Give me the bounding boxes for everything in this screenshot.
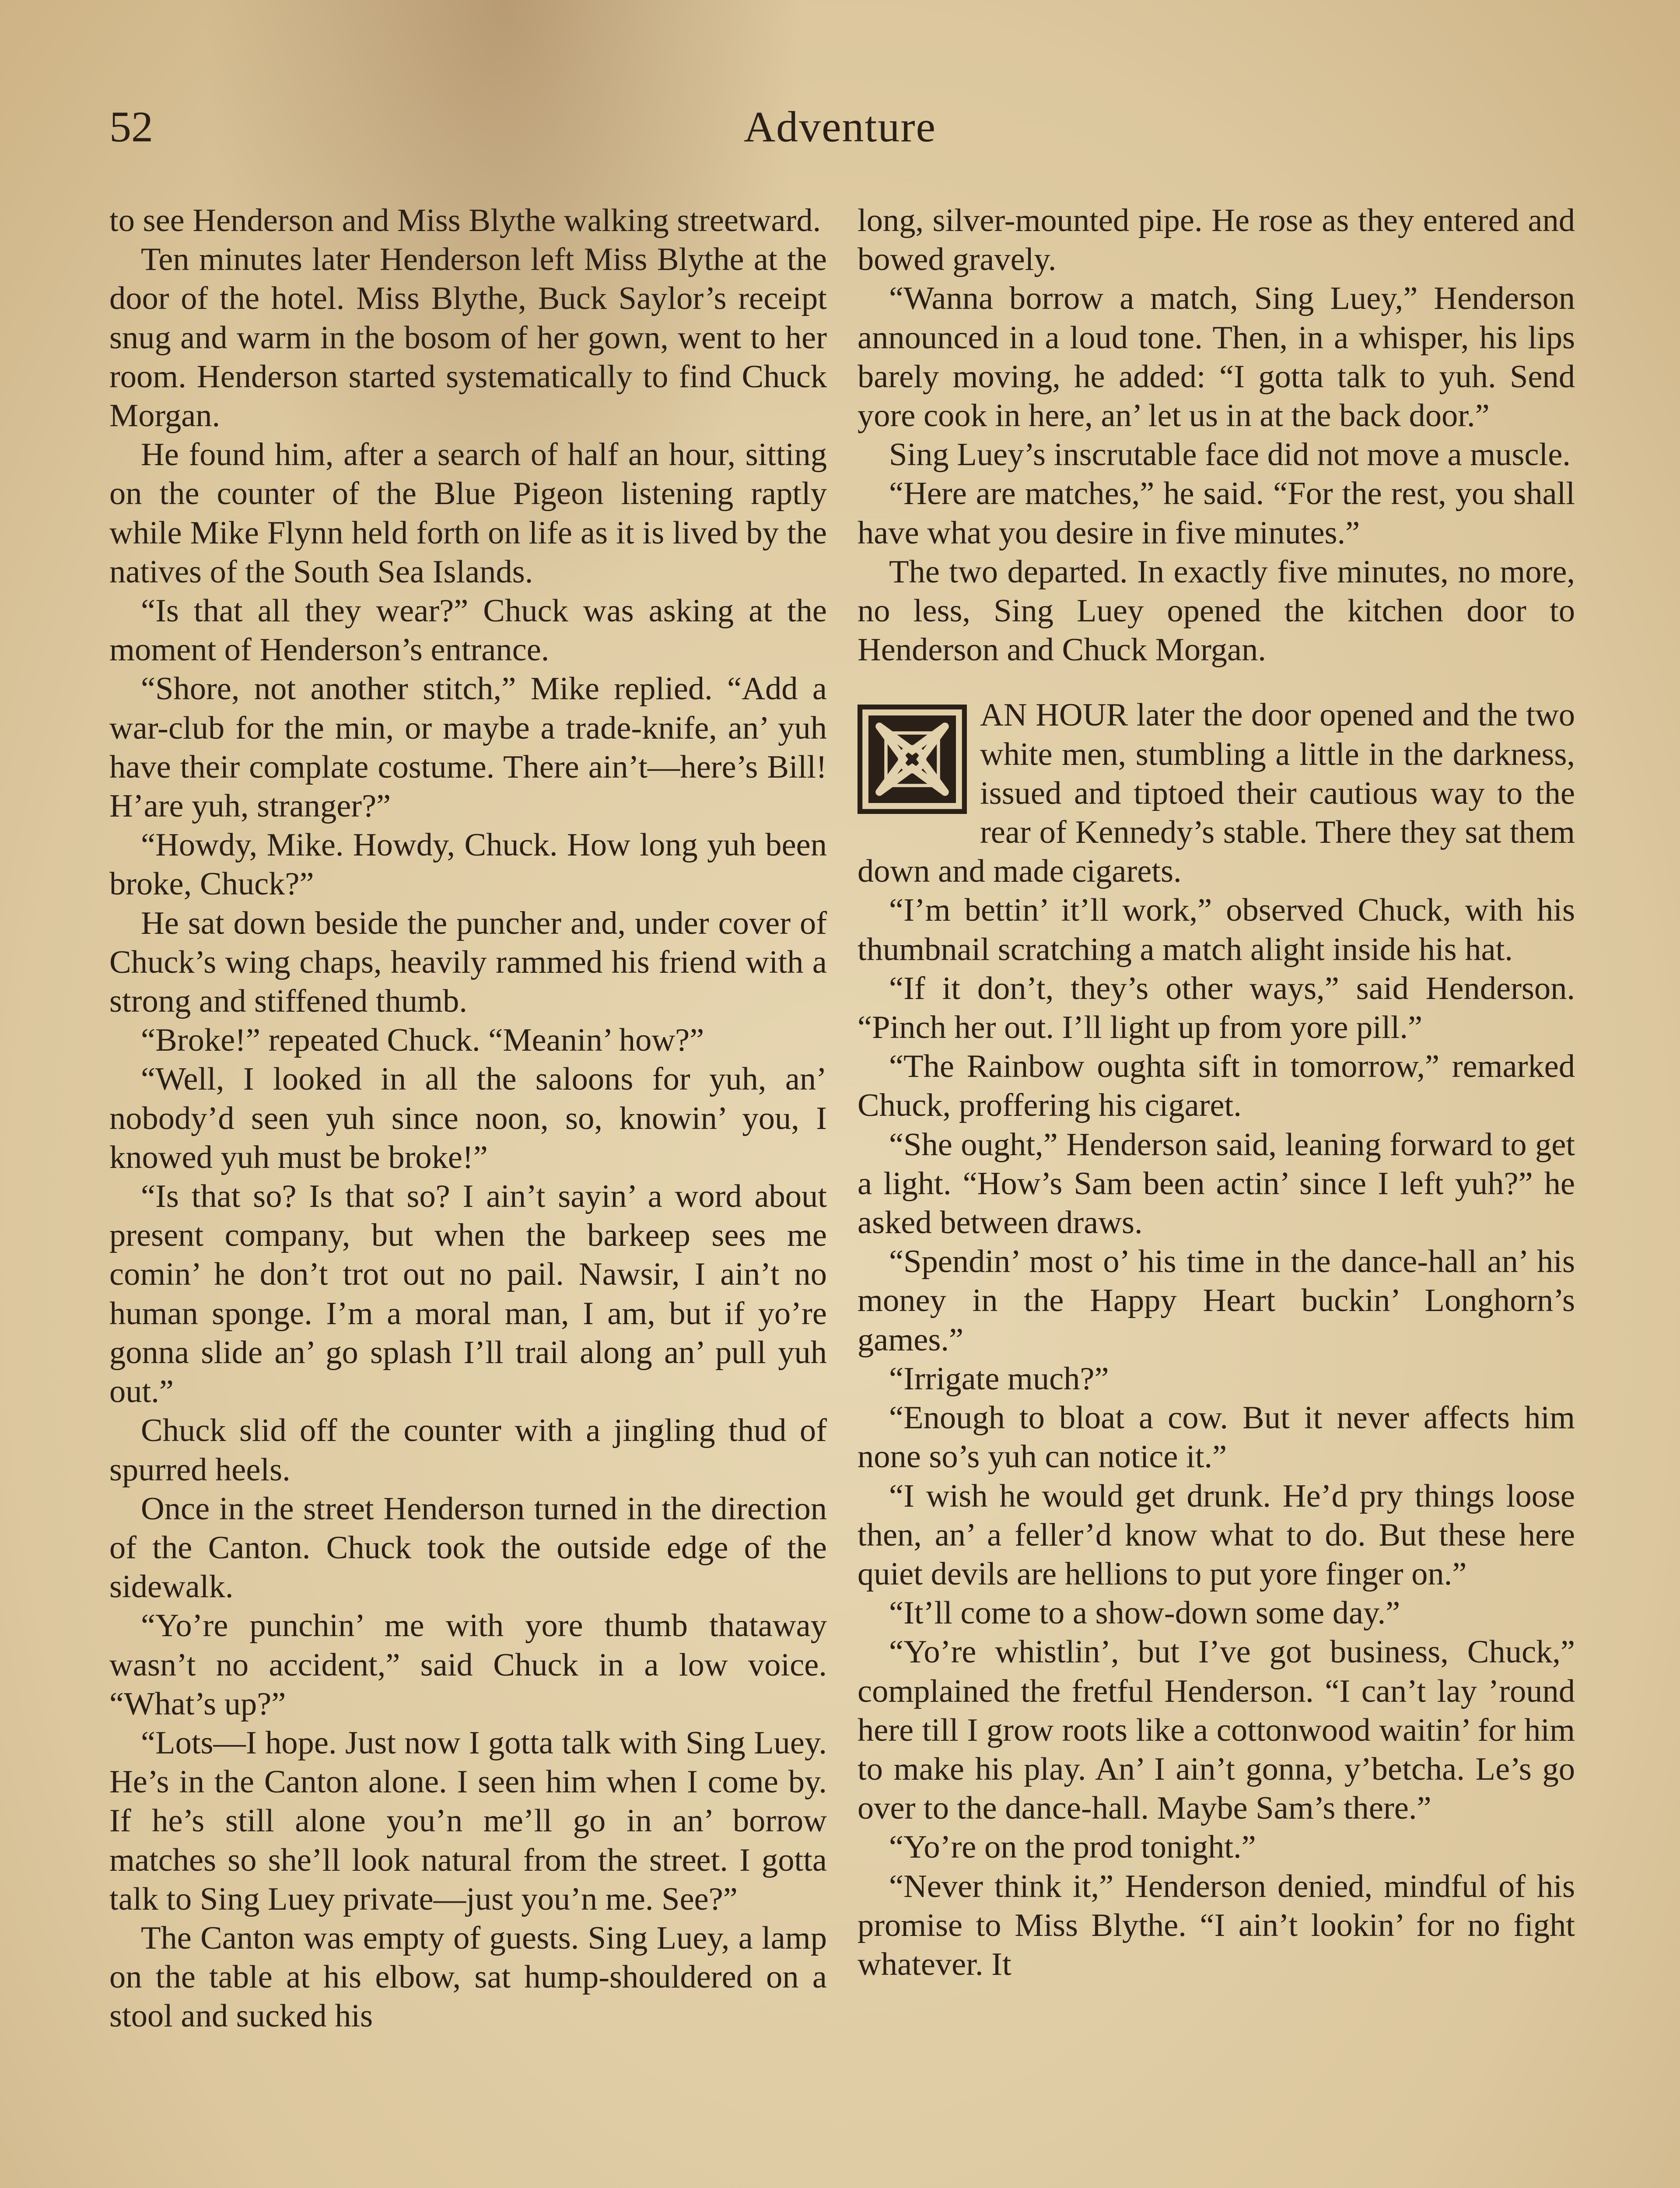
running-head: Adventure bbox=[743, 102, 937, 151]
paragraph: “Enough to bloat a cow. But it never affects him none so’s yuh can notice it.” bbox=[858, 1400, 1575, 1475]
section-opening-paragraph: AN HOUR later the door opened and the two white men, stumbling a little in the darkness, issued and tiptoed their cautious way to the rear of Kennedy’s stable. There they sat them down and made cigarets. bbox=[858, 697, 1575, 890]
paragraph: “Is that so? Is that so? I ain’t sayin’ a word about present company, but when the barkeep sees me comin’ he don’t trot out no pail. Nawsir, I ain’t no human sponge. I’m a moral man, I am, but if yo’re gonna slide an’ go splash I’ll trail along an’ pull yuh out.” bbox=[109, 1178, 827, 1410]
paragraph: “Yo’re punchin’ me with yore thumb thataway wasn’t no accident,” said Chuck in a low voice. “What’s up?” bbox=[109, 1608, 827, 1722]
paragraph: “Howdy, Mike. Howdy, Chuck. How long yuh been broke, Chuck?” bbox=[109, 827, 827, 902]
page-number: 52 bbox=[109, 102, 153, 151]
paragraph: “Well, I looked in all the saloons for yuh, an’ nobody’d seen yuh since noon, so, knowin’ you, I knowed yuh must be broke!” bbox=[109, 1061, 827, 1175]
paragraph: “Spendin’ most o’ his time in the dance-hall an’ his money in the Happy Heart buckin’ Longhorn’s games.” bbox=[858, 1244, 1575, 1358]
paragraph: The two departed. In exactly five minutes, no more, no less, Sing Luey opened the kitchen door to Henderson and Chuck Morgan. bbox=[858, 554, 1575, 668]
paragraph: The Canton was empty of guests. Sing Luey, a lamp on the table at his elbow, sat hump-shouldered on a stool and sucked his bbox=[109, 1920, 827, 2034]
paragraph: “The Rainbow oughta sift in tomorrow,” remarked Chuck, proffering his cigaret. bbox=[858, 1048, 1575, 1124]
section-break bbox=[858, 696, 1575, 891]
paragraph: He sat down beside the puncher and, under cover of Chuck’s wing chaps, heavily rammed his friend with a strong and stiffened thumb. bbox=[109, 905, 827, 1020]
paragraph: “Irrigate much?” bbox=[889, 1360, 1109, 1397]
left-column bbox=[109, 201, 827, 2036]
paragraph: Ten minutes later Henderson left Miss Blythe at the door of the hotel. Miss Blythe, Buck Saylor’s receipt snug and warm in the bosom of her gown, went to her room. Henderson started systematically to find Chuck Morgan. bbox=[109, 242, 827, 434]
paragraph: Sing Luey’s inscrutable face did not move a muscle. bbox=[889, 437, 1571, 473]
paragraph: “Lots—I hope. Just now I gotta talk with Sing Luey. He’s in the Canton alone. I seen him when I come by. If he’s still alone you’n me’ll go in an’ borrow matches so she’ll look natural from the street. I gotta talk to Sing Luey private—just you’n me. See?” bbox=[109, 1725, 827, 1917]
page-header bbox=[0, 96, 1680, 158]
paragraph: “Never think it,” Henderson denied, mindful of his promise to Miss Blythe. “I ain’t lookin’ for no fight whatever. It bbox=[858, 1868, 1575, 1982]
paragraph: “She ought,” Henderson said, leaning forward to get a light. “How’s Sam been actin’ since I left yuh?” he asked between draws. bbox=[858, 1126, 1575, 1241]
paragraph: Once in the street Henderson turned in the direction of the Canton. Chuck took the outside edge of the sidewalk. bbox=[109, 1490, 827, 1605]
paragraph: “I’m bettin’ it’ll work,” observed Chuck, with his thumbnail scratching a match alight inside his hat. bbox=[858, 892, 1575, 968]
paragraph: “If it don’t, they’s other ways,” said Henderson. “Pinch her out. I’ll light up from yore pill.” bbox=[858, 970, 1575, 1046]
paragraph: “Is that all they wear?” Chuck was asking at the moment of Henderson’s entrance. bbox=[109, 593, 827, 668]
paragraph: “Yo’re whistlin’, but I’ve got business, Chuck,” complained the fretful Henderson. “I can’t lay ’round here till I grow roots like a cottonwood waitin’ for him to make his play. An’ I ain’t gonna, y’betcha. Le’s go over to the dance-hall. Maybe Sam’s there.” bbox=[858, 1634, 1575, 1827]
paragraph: “It’ll come to a show-down some day.” bbox=[889, 1595, 1400, 1631]
paragraph: “I wish he would get drunk. He’d pry things loose then, an’ a feller’d know what to do. But these here quiet devils are hellions to put yore finger on.” bbox=[858, 1478, 1575, 1592]
paragraph: Chuck slid off the counter with a jingling thud of spurred heels. bbox=[109, 1413, 827, 1488]
paragraph: long, silver-mounted pipe. He rose as they entered and bowed gravely. bbox=[858, 203, 1575, 278]
celtic-knot-icon bbox=[858, 705, 967, 814]
paragraph: “Shore, not another stitch,” Mike replied. “Add a war-club for the min, or maybe a trade-knife, an’ yuh have their complate costume. There ain’t—here’s Bill! H’are yuh, stranger?” bbox=[109, 671, 827, 824]
paragraph: to see Henderson and Miss Blythe walking streetward. bbox=[109, 203, 821, 238]
paragraph: “Yo’re on the prod tonight.” bbox=[889, 1829, 1256, 1865]
paragraph: “Here are matches,” he said. “For the rest, you shall have what you desire in five minutes.” bbox=[858, 476, 1575, 551]
paragraph: He found him, after a search of half an hour, sitting on the counter of the Blue Pigeon listening raptly while Mike Flynn held forth on life as it is lived by the natives of the South Sea Islands. bbox=[109, 437, 827, 590]
paragraph: “Wanna borrow a match, Sing Luey,” Henderson announced in a loud tone. Then, in a whisper, his lips barely moving, he added: “I gotta talk to yuh. Send yore cook in here, an’ let us in at the back door.” bbox=[858, 281, 1575, 434]
right-column bbox=[858, 201, 1575, 1984]
paragraph: “Broke!” repeated Chuck. “Meanin’ how?” bbox=[141, 1022, 704, 1059]
